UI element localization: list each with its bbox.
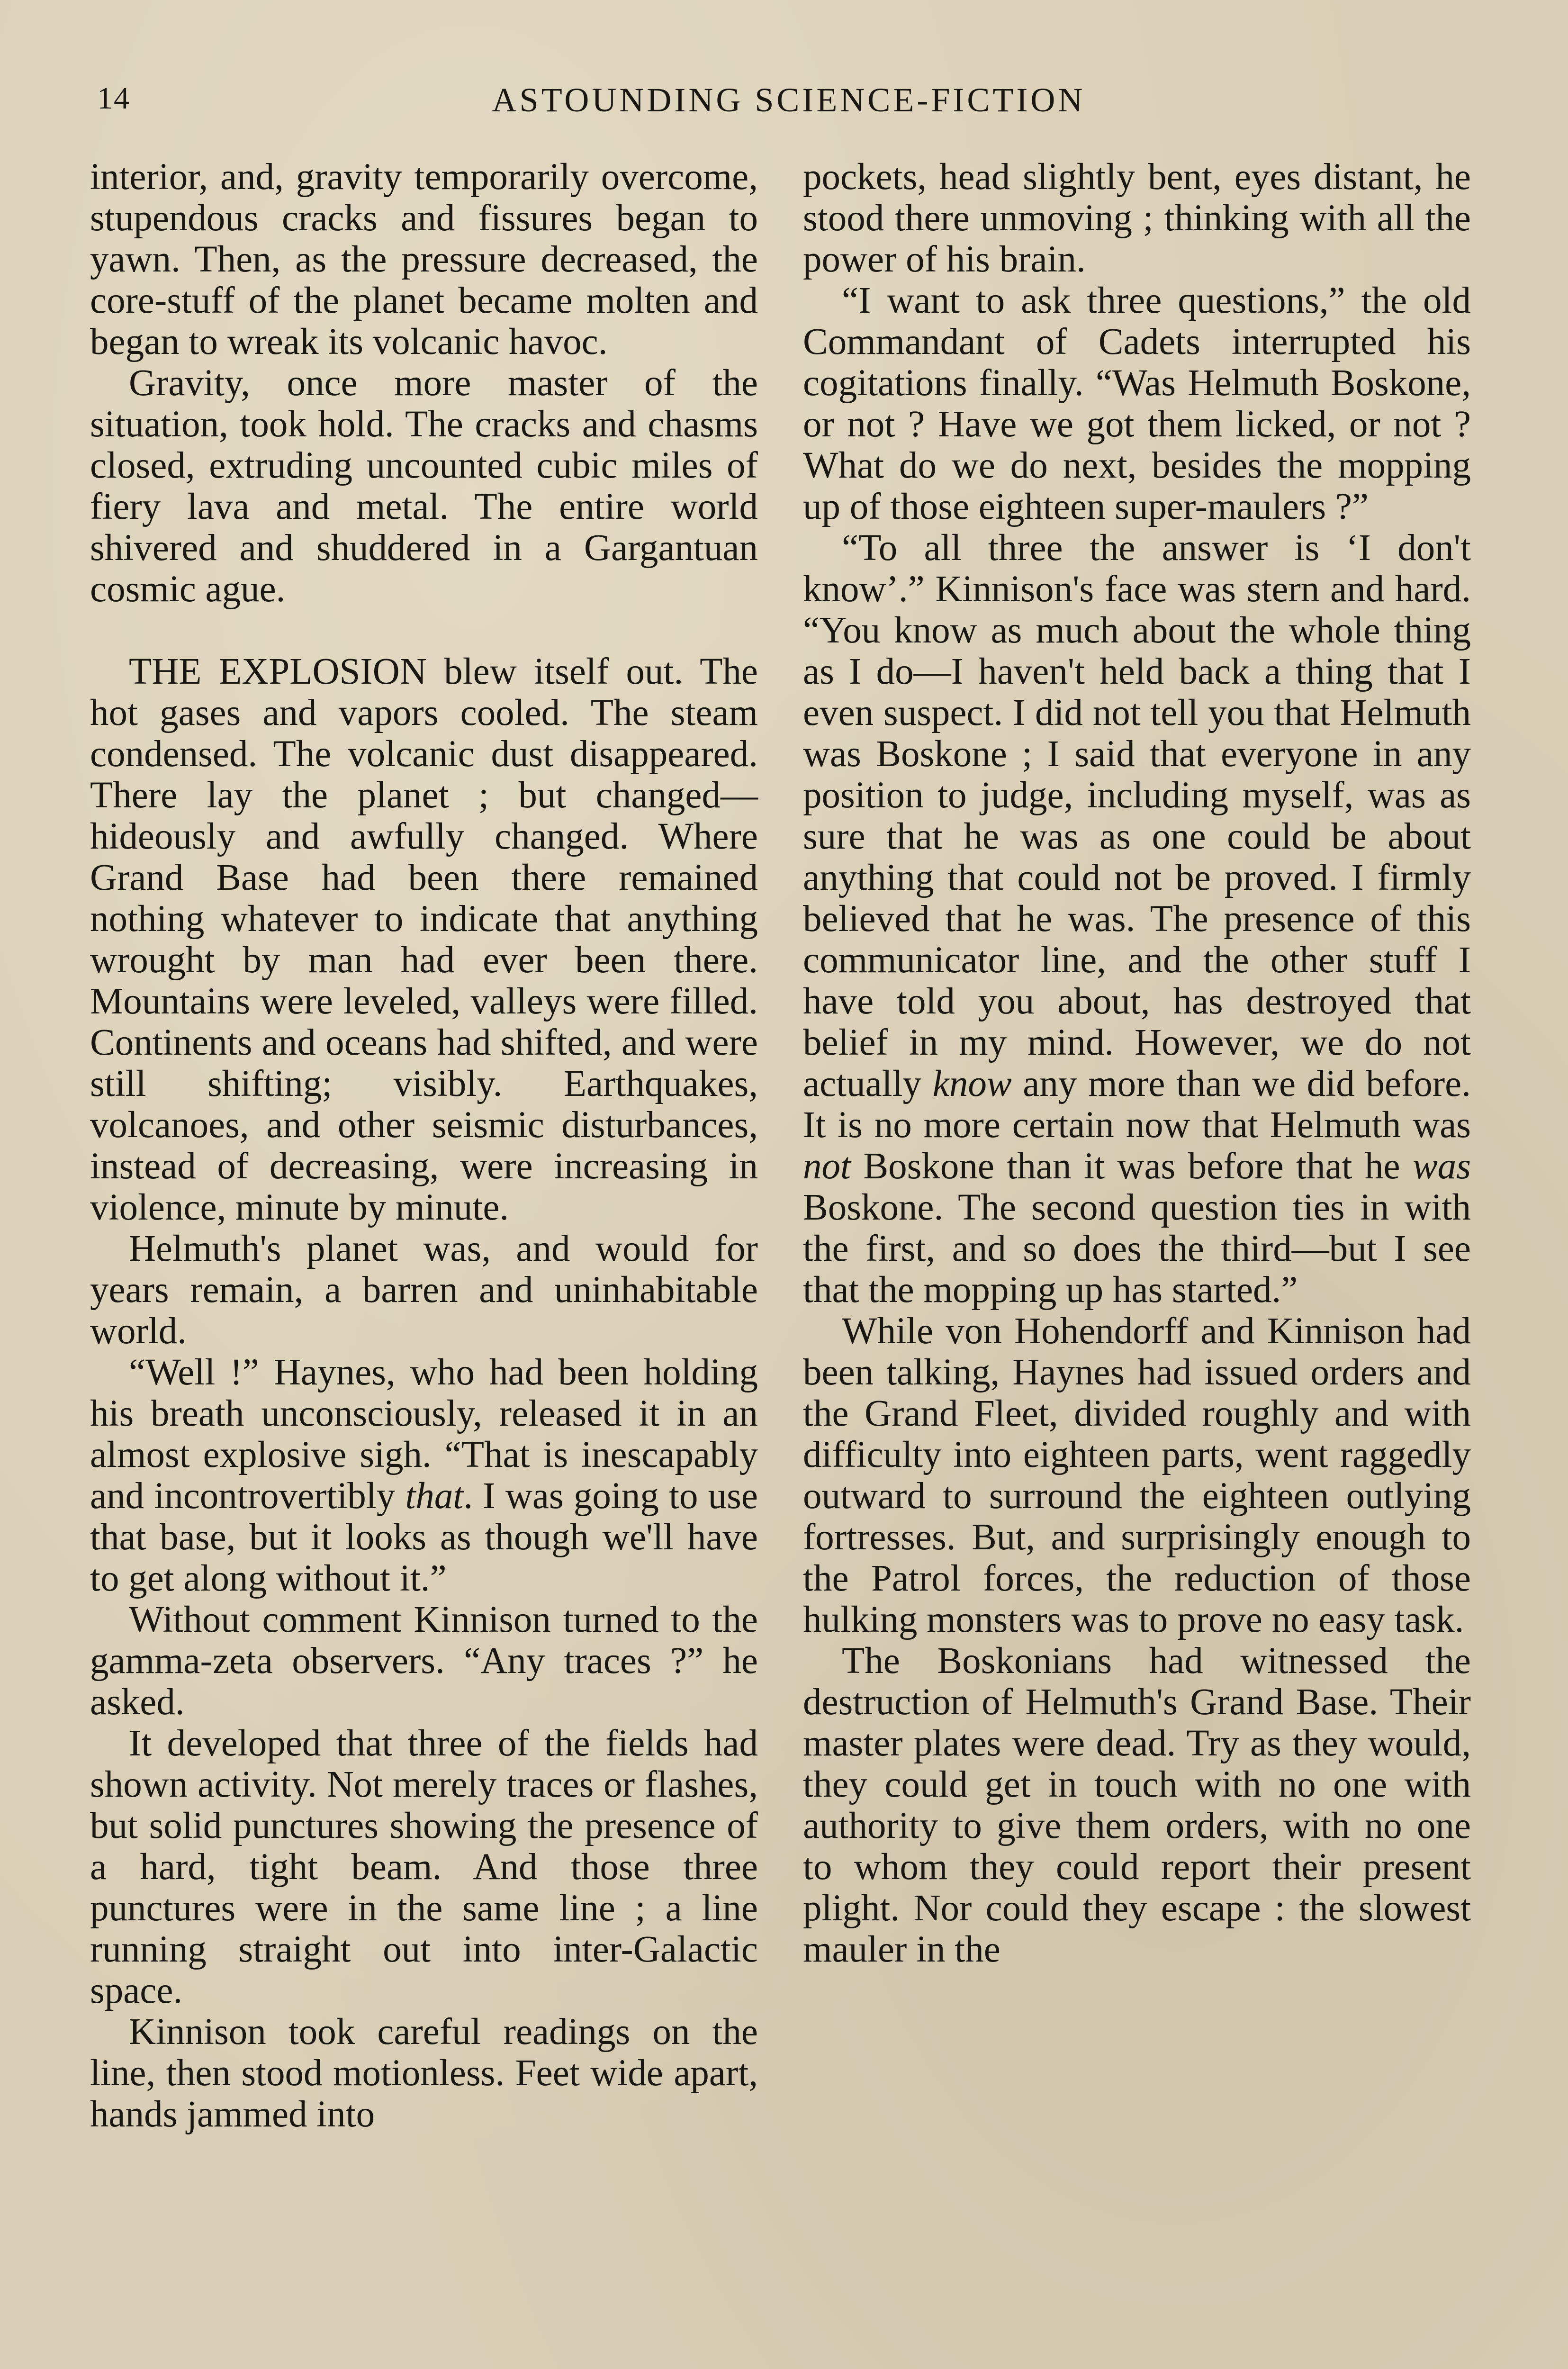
right-column	[803, 156, 1471, 1970]
text-run: Boskone. The second question ties in with the first, and so does the third—but I see that the mopping up has started.”	[803, 1187, 1471, 1311]
italic-text: not	[803, 1146, 851, 1187]
italic-text: know	[932, 1063, 1012, 1104]
page-header	[97, 81, 1480, 133]
paragraph: While von Hohendorff and Kinnison had been talking, Haynes had issued orders and the Grand Fleet, divided roughly and with difficulty into eighteen parts, went raggedly outward to surround the eighteen outlying fortresses. But, and surprisingly enough to the Patrol forces, the reduction of those hulking monsters was to prove no easy task.	[803, 1311, 1471, 1640]
left-column	[90, 156, 758, 2135]
paragraph: Without comment Kinnison turned to the gamma-zeta observers. “Any traces ?” he asked.	[90, 1599, 758, 1723]
paragraph: pockets, head slightly bent, eyes distant, he stood there unmoving ; thinking with all the power of his brain.	[803, 156, 1471, 280]
italic-text: that	[405, 1475, 464, 1517]
paragraph: THE EXPLOSION blew itself out. The hot gases and vapors cooled. The steam condensed. The volcanic dust disappeared. There lay the planet ; but changed—hideously and awfully changed. Where Grand Base had been there remained nothing whatever to indicate that anything wrought by man had ever been there. Mountains were leveled, valleys were filled. Continents and oceans had shifted, and were still shifting; visibly. Earthquakes, volcanoes, and other seismic disturbances, instead of decreasing, were increasing in violence, minute by minute.	[90, 651, 758, 1228]
paragraph: “I want to ask three questions,” the old Commandant of Cadets interrupted his cogitations finally. “Was Helmuth Boskone, or not ? Have we got them licked, or not ? What do we do next, besides the mopping up of those eighteen super-maulers ?”	[803, 280, 1471, 527]
text-run: Boskone than it was before that he	[850, 1146, 1413, 1187]
text-run: “Well !” Haynes, who had been holding his breath unconsciously, released it in an almost explosive sigh. “That is inescapably and incontrovertibly	[90, 1352, 758, 1517]
running-title: ASTOUNDING SCIENCE-FICTION	[492, 81, 1086, 119]
paragraph	[803, 527, 1471, 1311]
page-number: 14	[97, 81, 130, 116]
paragraph	[90, 1352, 758, 1599]
text-run: . I was going to use that base, but it looks as though we'll have to get along without it.”	[90, 1475, 758, 1599]
italic-text: was	[1413, 1146, 1471, 1187]
section-break	[90, 610, 758, 651]
paragraph: The Boskonians had witnessed the destruction of Helmuth's Grand Base. Their master plates were dead. Try as they would, they could get in touch with no one with authority to give them orders, with no one to whom they could report their present plight. Nor could they escape : the slowest mauler in the	[803, 1640, 1471, 1970]
paragraph: Helmuth's planet was, and would for years remain, a barren and uninhabitable world.	[90, 1228, 758, 1352]
paragraph: It developed that three of the fields had shown activity. Not merely traces or flashes, but solid punctures showing the presence of a hard, tight beam. And those three punctures were in the same line ; a line running straight out into inter-Galactic space.	[90, 1723, 758, 2011]
text-run: “To all three the answer is ‘I don't know’.” Kinnison's face was stern and hard. “You know as much about the whole thing as I do—I haven't held back a thing that I even suspect. I did not tell you that Helmuth was Boskone ; I said that everyone in any position to judge, including myself, was as sure that he was as one could be about anything that could not be proved. I firmly believed that he was. The presence of this communicator line, and the other stuff I have told you about, has destroyed that belief in my mind. However, we do not actually	[803, 527, 1471, 1104]
paragraph: interior, and, gravity temporarily overcome, stupendous cracks and fissures began to yawn. Then, as the pressure decreased, the core-stuff of the planet became molten and began to wreak its volcanic havoc.	[90, 156, 758, 362]
paragraph: Kinnison took careful readings on the line, then stood motionless. Feet wide apart, hands jammed into	[90, 2011, 758, 2135]
paragraph: Gravity, once more master of the situation, took hold. The cracks and chasms closed, extruding uncounted cubic miles of fiery lava and metal. The entire world shivered and shuddered in a Gargantuan cosmic ague.	[90, 362, 758, 610]
text-run: any more than we did before. It is no more certain now that Helmuth was	[803, 1063, 1471, 1146]
